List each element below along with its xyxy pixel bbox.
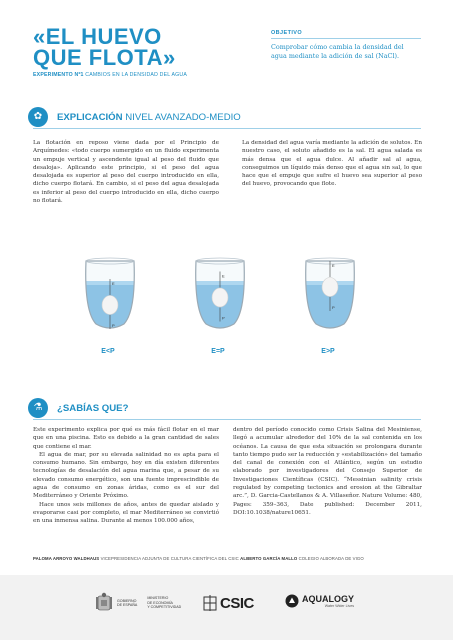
explanation-right-column xyxy=(242,139,422,189)
glass-2-label: E=P xyxy=(211,348,225,355)
experiment-number: EXPERIMENTO Nº1 xyxy=(33,72,84,78)
title-line-2: QUE FLOTA» xyxy=(33,45,176,70)
explanation-right-text: La densidad del agua varía mediante la adición de solutos. En nuestro caso, el soluto añadido es la sal. El agua salada es más densa que el agua dulce. Al añadir sal al agua, conseguimos un líquido más denso que el agua sin sal, lo que hace que el empuje que sufre el huevo sea superior al peso del huevo, provocando que flote. xyxy=(242,140,422,188)
egg xyxy=(212,288,228,307)
experiment-label xyxy=(33,72,187,78)
did-you-know-p3: Hace unos seis millones de años, antes de quedar aislado y evaporarse casi por completo, el mar Mediterráneo se convirtió en una inmensa salina. Durante al menos 100.000 años, xyxy=(33,501,219,525)
csic-logo xyxy=(203,594,254,612)
did-you-know-title xyxy=(57,403,128,414)
glass-1 xyxy=(80,236,140,336)
explanation-left-text: La flotación en reposo viene dada por el Principio de Arquímedes: «todo cuerpo sumergido en un fluido experimenta un empuje vertical y ascendente igual al peso del fluido que desaloja». Aplicando este principio, si el peso del agua desalojada es superior al peso del cuerpo introducido en ella, dicho cuerpo flotará. En cambio, si el peso del agua desalojada es inferior al peso del cuerpo introducido en ella, dicho cuerpo no flotará. xyxy=(33,140,219,205)
explanation-title-bold: EXPLICACIÓN xyxy=(57,112,123,123)
egg xyxy=(322,278,338,297)
explanation-left-column xyxy=(33,139,219,205)
objective-heading: OBJETIVO xyxy=(271,30,303,36)
weight-label: P xyxy=(112,323,115,328)
glasses-illustration xyxy=(0,236,453,386)
did-you-know-p2: El agua de mar, por su elevada salinidad no es apta para el consumo humano. Sin embargo, hoy en día existen diferentes tecnologías de desalación del agua marina que, a pesar de su elevado consumo energético, son una fuente imprescindible de agua de consumo en zonas áridas, como es el sur del Mediterráneo y Oriente Próximo. xyxy=(33,451,219,500)
ministerio-text: MINISTERIO DE ECONOMÍA Y COMPETITIVIDAD xyxy=(147,596,182,610)
did-you-know-right-column xyxy=(233,426,422,517)
glass-3-label: E>P xyxy=(321,348,335,355)
glass-drawing xyxy=(190,236,250,336)
glass-drawing xyxy=(80,236,140,336)
did-you-know-left-column xyxy=(33,426,219,526)
credit-role-2: COLEGIO ALBORADA DE VIGO xyxy=(298,556,364,561)
brain-icon: ✿ xyxy=(28,107,48,127)
aqualogy-wordmark xyxy=(302,595,354,608)
buoyancy-label: E xyxy=(332,263,335,268)
gobierno-logo xyxy=(95,592,181,614)
buoyancy-label: E xyxy=(222,273,225,279)
glass-drawing xyxy=(300,236,360,336)
credit-name-1: PALOMA ARROYO WALDHAUS xyxy=(33,556,100,561)
did-you-know-divider xyxy=(33,419,421,420)
credit-name-2: ALBERTO GARCÍA MALLO xyxy=(240,556,298,561)
aqualogy-emblem-icon xyxy=(285,594,299,608)
experiment-topic: CAMBIOS EN LA DENSIDAD DEL AGUA xyxy=(85,72,188,78)
credits xyxy=(33,556,364,561)
gobierno-text: GOBIERNO DE ESPAÑA xyxy=(117,598,138,607)
glass-1-label: E<P xyxy=(101,348,115,355)
page-title xyxy=(33,26,223,68)
buoyancy-label: E xyxy=(112,281,115,286)
aqualogy-text: AQUALOGY xyxy=(302,593,355,604)
csic-emblem-icon xyxy=(203,594,217,612)
explanation-title-rest: NIVEL AVANZADO-MEDIO xyxy=(125,112,241,123)
did-you-know-p1: Este experimento explica por qué es más fácil flotar en el mar que en una piscina. Esto es debido a la gran cantidad de sales que contiene el mar. xyxy=(33,427,219,450)
egg xyxy=(102,296,118,315)
did-you-know-p4: dentro del período conocido como Crisis Salina del Mesiniense, llegó a acumular alrededor del 10% de la sal contenida en los océanos. La causa de que esta situación se prolongara durante tanto tiempo pudo ser la reducción y «estabilización» del tamaño del canal de conexión con el Atlántico, según un estudio elaborado por investigadores del Consejo Superior de Investigaciones Científicas (CSIC). “Messinian salinity crisis regulated by competing tectonics and erosion at the Gibraltar arc.”, D. Garcia-Castellanos & A. Villaseñor. Nature Volume: 480, Pages: 359–363, Date published: December 2011, DOI:10.1038/nature10651. xyxy=(233,427,422,516)
glass-2 xyxy=(190,236,250,336)
csic-text: CSIC xyxy=(220,594,254,612)
did-you-know-title-text: ¿SABÍAS QUE? xyxy=(57,403,129,414)
glass-3 xyxy=(300,236,360,336)
explanation-title xyxy=(57,112,241,123)
credit-role-1: VICEPRESIDENCIA ADJUNTA DE CULTURA CIENTÍFICA DEL CSIC xyxy=(100,556,239,561)
title-line-1: «EL HUEVO xyxy=(33,24,162,49)
explanation-divider xyxy=(33,128,421,129)
weight-label: P xyxy=(222,315,225,321)
objective-divider xyxy=(271,38,421,39)
weight-label: P xyxy=(332,305,335,310)
aqualogy-logo xyxy=(285,594,354,608)
objective-text: Comprobar cómo cambia la densidad del agua mediante la adición de sal (NaCl). xyxy=(271,43,404,61)
flask-icon: ⚗ xyxy=(28,398,48,418)
coat-of-arms-icon xyxy=(95,592,113,614)
aqualogy-tagline: Water Wider Lives xyxy=(324,603,355,608)
